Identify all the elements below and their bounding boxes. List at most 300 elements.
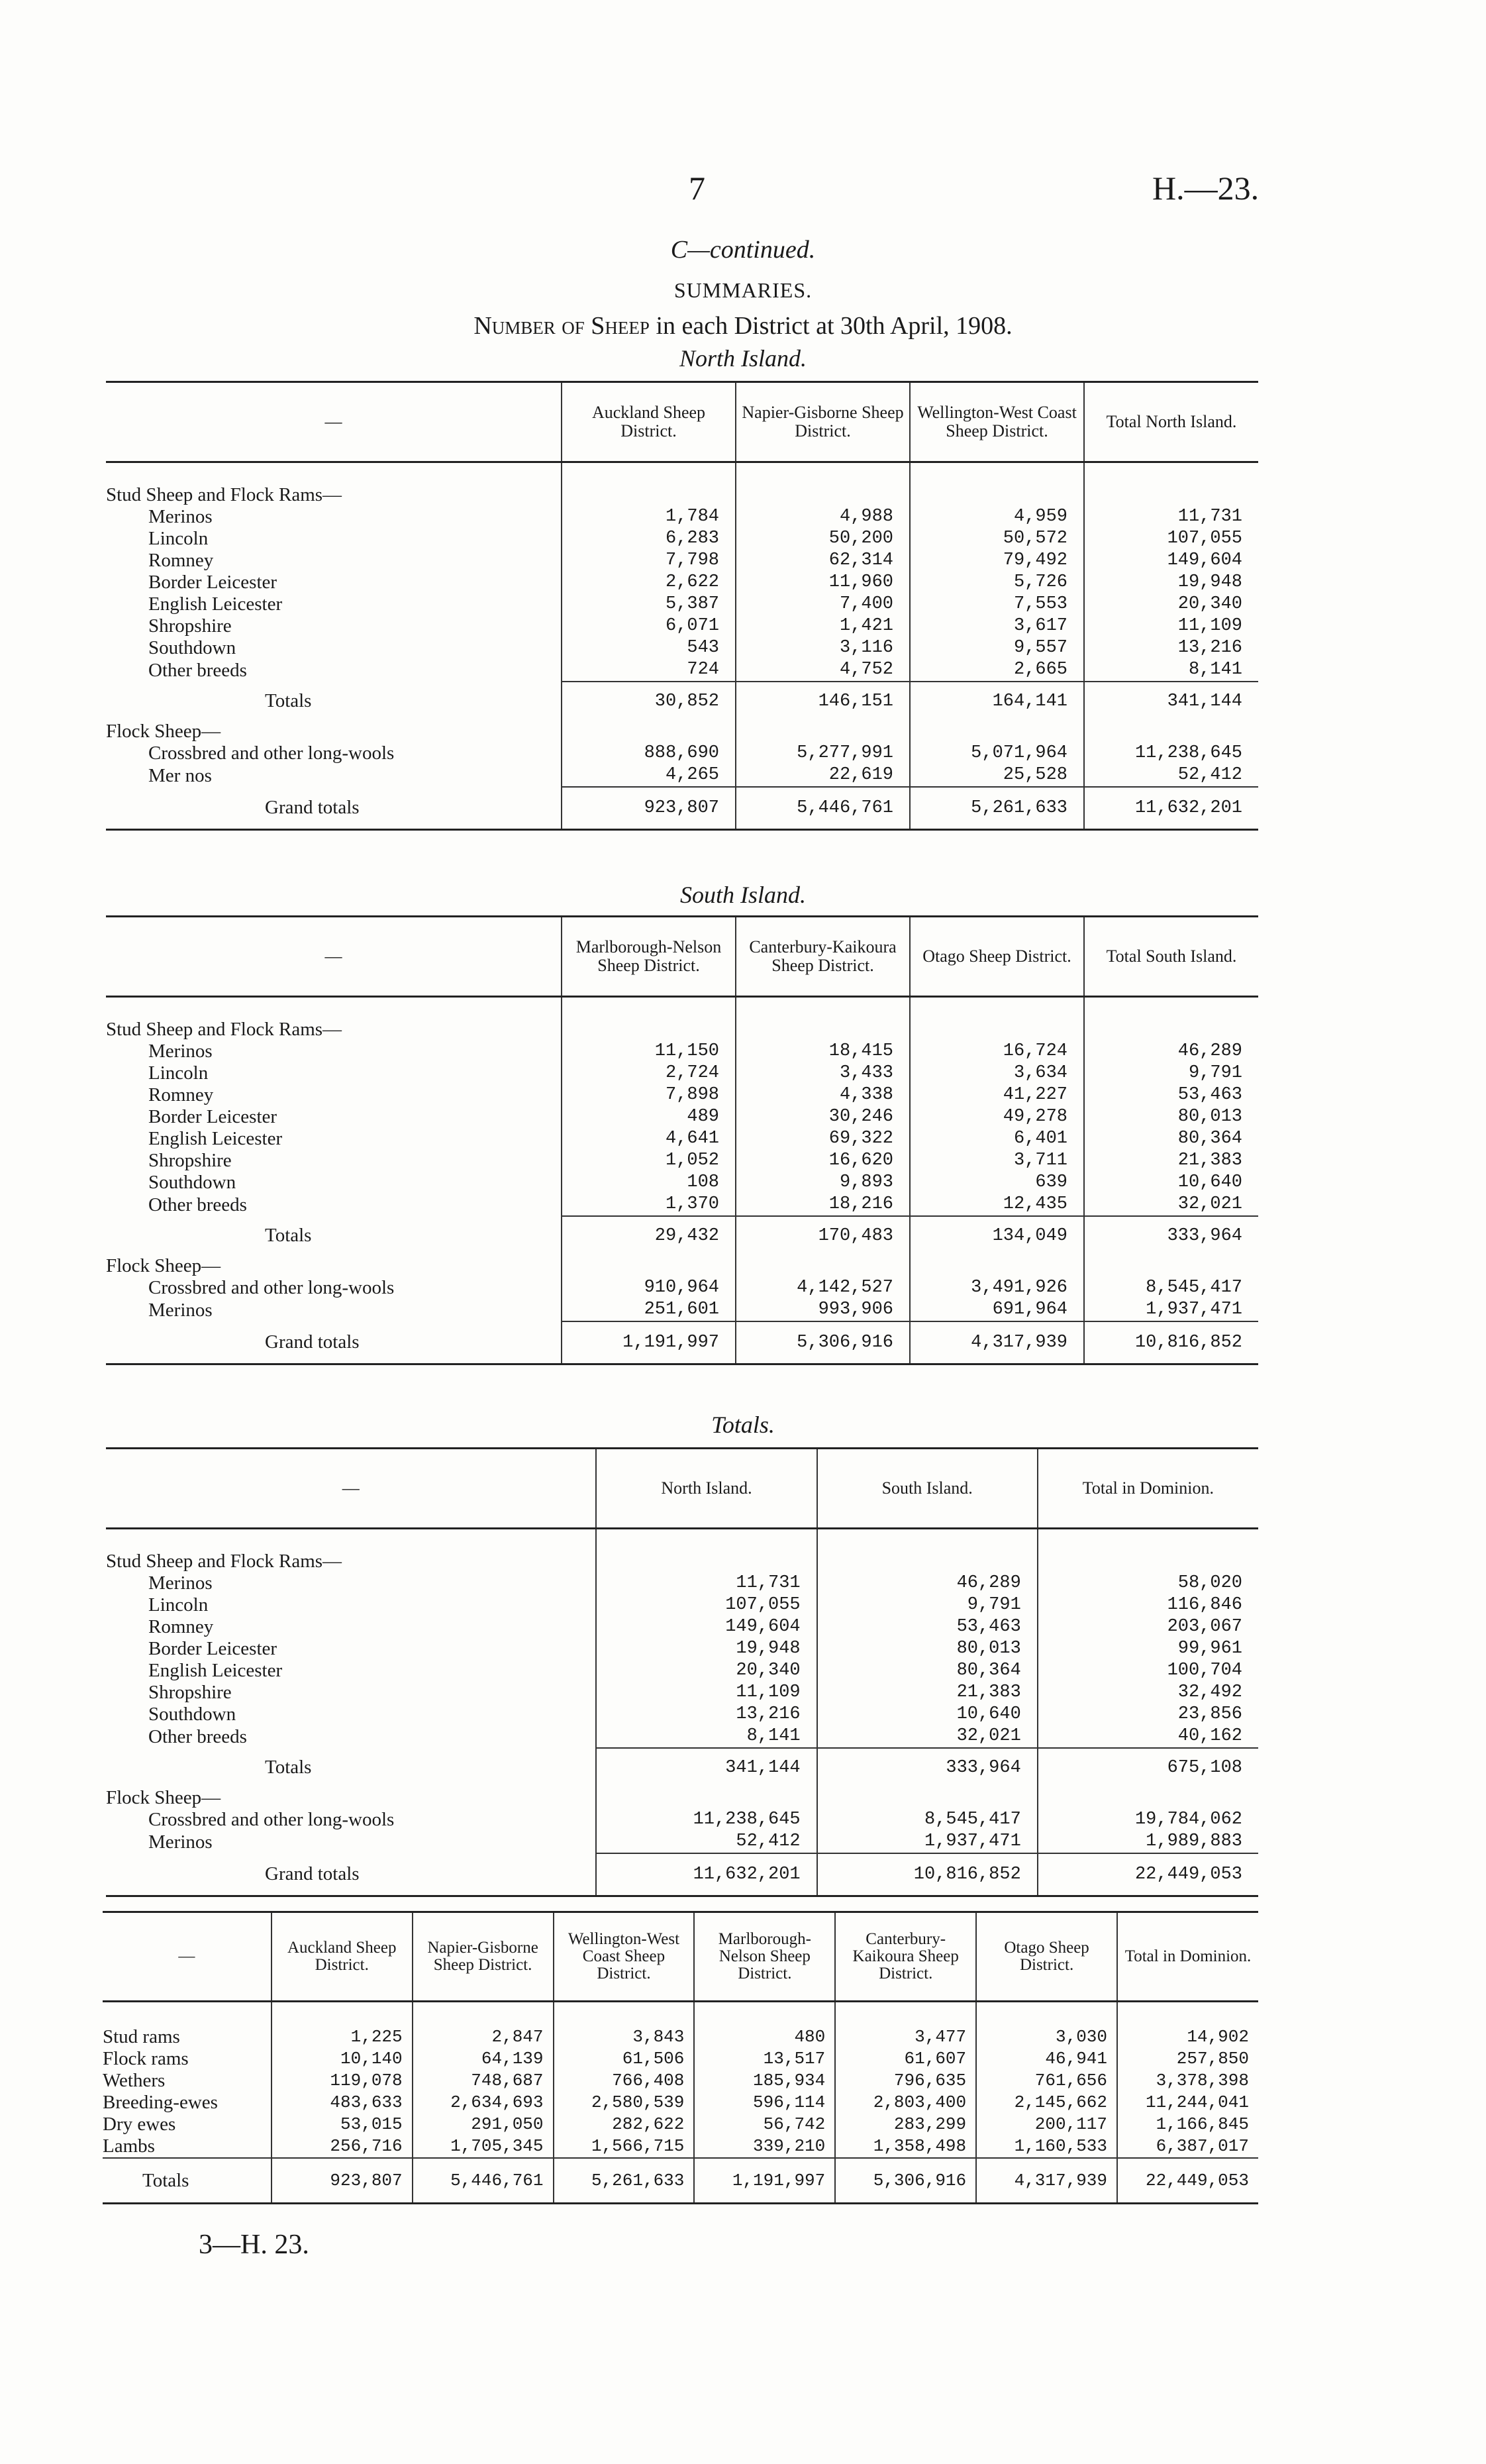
section-title-north: North Island. [679,345,807,372]
value-cell: 5,306,916 [835,2158,976,2204]
empty-cell [596,1551,817,1572]
spacer-cell [694,2002,835,2027]
empty-cell [1084,721,1258,743]
value-cell: 341,144 [1084,682,1258,721]
value-cell: 596,114 [694,2092,835,2114]
grand-totals-row [106,1321,1258,1364]
empty-cell [562,484,736,506]
value-cell: 10,640 [817,1704,1038,1725]
column-header: Canterbury-Kaikoura Sheep District. [736,917,910,997]
column-header: Napier-Gisborne Sheep District. [413,1912,554,2002]
row-label: Mer nos [148,764,212,786]
value-cell: 53,463 [817,1616,1038,1638]
table-row [106,1062,1258,1084]
value-cell: 9,893 [736,1172,910,1194]
value-cell: 6,401 [910,1128,1084,1150]
south-island-table [106,915,1258,1365]
table-row [106,1299,1258,1321]
value-cell: 5,277,991 [736,743,910,764]
value-cell: 489 [562,1106,736,1128]
value-cell: 5,261,633 [910,787,1084,830]
value-cell: 1,705,345 [413,2135,554,2158]
spacer-cell [413,2002,554,2027]
value-cell: 1,160,533 [976,2135,1117,2158]
value-cell: 5,726 [910,572,1084,593]
column-header: — [106,917,562,997]
value-cell: 639 [910,1172,1084,1194]
totals-table [106,1447,1258,1897]
row-label: Grand totals [106,1321,562,1364]
table-row [106,1572,1258,1594]
table-row [106,659,1258,682]
value-cell: 10,140 [272,2048,413,2070]
value-cell: 11,960 [736,572,910,593]
table-row [106,1809,1258,1831]
row-label: Lincoln [148,1594,209,1616]
section-title-south: South Island. [679,882,806,908]
row-label: English Leicester [148,1660,283,1681]
row-label: Dry ewes [103,2114,176,2135]
value-cell: 4,338 [736,1084,910,1106]
value-cell: 11,109 [596,1682,817,1704]
value-cell: 2,724 [562,1062,736,1084]
row-label: Shropshire [148,1150,232,1171]
row-label: Other breeds [148,659,247,681]
group-label: Flock Sheep— [106,721,221,742]
totals-row [106,1748,1258,1787]
value-cell: 107,055 [1084,528,1258,550]
value-cell: 1,191,997 [694,2158,835,2204]
row-label: Border Leicester [148,572,277,593]
row-label: Other breeds [148,1725,247,1747]
district-class-table [103,1911,1258,2204]
value-cell: 64,139 [413,2048,554,2070]
row-label: Crossbred and other long-wools [148,1277,395,1298]
table-row [106,550,1258,572]
value-cell: 5,387 [562,593,736,615]
group-header-row [106,1019,1258,1041]
value-cell: 2,847 [413,2026,554,2048]
value-cell: 2,145,662 [976,2092,1117,2114]
row-label: Wethers [103,2070,166,2091]
value-cell: 12,435 [910,1194,1084,1216]
empty-cell [736,1255,910,1277]
spacer-cell [106,462,562,485]
empty-cell [1038,1551,1258,1572]
spacer-cell [272,2002,413,2027]
value-cell: 1,052 [562,1150,736,1172]
row-label: Totals [265,1757,312,1778]
value-cell: 164,141 [910,682,1084,721]
value-cell: 32,021 [817,1725,1038,1748]
value-cell: 251,601 [562,1299,736,1321]
value-cell: 61,607 [835,2048,976,2070]
empty-cell [1084,1019,1258,1041]
value-cell: 910,964 [562,1277,736,1299]
value-cell: 53,015 [272,2114,413,2135]
column-header: Total South Island. [1084,917,1258,997]
spacer-row [106,462,1258,485]
value-cell: 46,289 [1084,1041,1258,1062]
value-cell: 99,961 [1038,1638,1258,1660]
group-label: Flock Sheep— [106,1255,221,1276]
value-cell: 8,545,417 [1084,1277,1258,1299]
column-header: — [106,382,562,462]
value-cell: 724 [562,659,736,682]
value-cell: 22,449,053 [1038,1853,1258,1896]
value-cell: 10,640 [1084,1172,1258,1194]
value-cell: 100,704 [1038,1660,1258,1682]
value-cell: 13,517 [694,2048,835,2070]
value-cell: 7,553 [910,593,1084,615]
row-label: Shropshire [148,615,232,637]
column-header: — [103,1912,272,2002]
header-row [106,917,1258,997]
row-label: Totals [265,1225,312,1246]
table-row [106,1682,1258,1704]
empty-cell [1084,1255,1258,1277]
value-cell: 11,731 [1084,506,1258,528]
value-cell: 19,948 [596,1638,817,1660]
value-cell: 8,545,417 [817,1809,1038,1831]
empty-cell [910,484,1084,506]
value-cell: 1,370 [562,1194,736,1216]
value-cell: 80,013 [817,1638,1038,1660]
spacer-cell [562,997,736,1019]
empty-cell [736,484,910,506]
table-row [103,2026,1258,2048]
value-cell: 52,412 [596,1831,817,1853]
value-cell: 107,055 [596,1594,817,1616]
value-cell: 1,784 [562,506,736,528]
value-cell: 3,030 [976,2026,1117,2048]
empty-cell [910,1255,1084,1277]
value-cell: 3,617 [910,615,1084,637]
spacer-row [106,1529,1258,1551]
empty-cell [736,1019,910,1041]
empty-cell [910,1019,1084,1041]
table-row [106,637,1258,659]
value-cell: 4,142,527 [736,1277,910,1299]
empty-cell [562,1019,736,1041]
row-label: Merinos [148,506,213,527]
value-cell: 11,244,041 [1117,2092,1258,2114]
value-cell: 2,622 [562,572,736,593]
value-cell: 58,020 [1038,1572,1258,1594]
value-cell: 543 [562,637,736,659]
column-header: Auckland Sheep District. [562,382,736,462]
value-cell: 11,632,201 [596,1853,817,1896]
value-cell: 483,633 [272,2092,413,2114]
value-cell: 80,364 [817,1660,1038,1682]
value-cell: 52,412 [1084,764,1258,787]
row-label: Breeding-ewes [103,2092,218,2113]
value-cell: 4,959 [910,506,1084,528]
table-row [106,1594,1258,1616]
value-cell: 30,852 [562,682,736,721]
column-header: Marlborough-Nelson Sheep District. [562,917,736,997]
value-cell: 21,383 [1084,1150,1258,1172]
row-label: Lincoln [148,1062,209,1084]
spacer-cell [817,1529,1038,1551]
value-cell: 49,278 [910,1106,1084,1128]
spacer-cell [910,997,1084,1019]
row-label: Grand totals [106,787,562,830]
value-cell: 50,572 [910,528,1084,550]
value-cell: 256,716 [272,2135,413,2158]
value-cell: 50,200 [736,528,910,550]
value-cell: 6,071 [562,615,736,637]
north-island-table [106,381,1258,831]
value-cell: 1,989,883 [1038,1831,1258,1853]
row-label: Flock rams [103,2048,189,2069]
value-cell: 9,791 [817,1594,1038,1616]
value-cell: 46,289 [817,1572,1038,1594]
table-row [106,1638,1258,1660]
empty-cell [1038,1787,1258,1809]
value-cell: 341,144 [596,1748,817,1787]
table-row [106,528,1258,550]
value-cell: 5,446,761 [413,2158,554,2204]
value-cell: 675,108 [1038,1748,1258,1787]
row-label: Romney [148,1616,214,1637]
value-cell: 46,941 [976,2048,1117,2070]
spacer-cell [596,1529,817,1551]
value-cell: 11,731 [596,1572,817,1594]
table-row [106,1194,1258,1216]
value-cell: 1,225 [272,2026,413,2048]
row-label: Stud rams [103,2026,180,2047]
value-cell: 888,690 [562,743,736,764]
value-cell: 11,150 [562,1041,736,1062]
value-cell: 80,364 [1084,1128,1258,1150]
row-label: Romney [148,1084,214,1105]
column-header: Total North Island. [1084,382,1258,462]
row-label: Lincoln [148,528,209,549]
row-label: Shropshire [148,1682,232,1703]
row-label: Crossbred and other long-wools [148,1809,395,1830]
row-label: Totals [265,690,312,711]
column-header: Otago Sheep District. [910,917,1084,997]
totals-row [103,2158,1258,2204]
table-row [106,1616,1258,1638]
row-label: Merinos [148,1041,213,1062]
value-cell: 3,433 [736,1062,910,1084]
value-cell: 2,634,693 [413,2092,554,2114]
value-cell: 7,400 [736,593,910,615]
table-row [103,2070,1258,2092]
column-header: Total in Dominion. [1117,1912,1258,2002]
row-label: Other breeds [148,1194,247,1215]
row-label: Border Leicester [148,1106,277,1127]
empty-cell [596,1787,817,1809]
value-cell: 2,580,539 [554,2092,695,2114]
value-cell: 4,265 [562,764,736,787]
value-cell: 40,162 [1038,1725,1258,1748]
value-cell: 16,620 [736,1150,910,1172]
value-cell: 2,803,400 [835,2092,976,2114]
continued-heading: C—continued. [670,236,816,264]
value-cell: 3,491,926 [910,1277,1084,1299]
column-header: Wellington-West Coast Sheep District. [554,1912,695,2002]
value-cell: 3,378,398 [1117,2070,1258,2092]
spacer-cell [562,462,736,485]
value-cell: 480 [694,2026,835,2048]
row-label: English Leicester [148,1128,283,1149]
header-row [106,1449,1258,1529]
header-row [106,382,1258,462]
table-row [106,1172,1258,1194]
value-cell: 7,798 [562,550,736,572]
value-cell: 32,492 [1038,1682,1258,1704]
value-cell: 20,340 [596,1660,817,1682]
table-row [103,2114,1258,2135]
value-cell: 203,067 [1038,1616,1258,1638]
column-header: Auckland Sheep District. [272,1912,413,2002]
spacer-cell [1117,2002,1258,2027]
value-cell: 257,850 [1117,2048,1258,2070]
row-label: Lambs [103,2135,155,2157]
value-cell: 11,238,645 [1084,743,1258,764]
value-cell: 79,492 [910,550,1084,572]
table-row [106,572,1258,593]
value-cell: 134,049 [910,1216,1084,1255]
table-row [106,506,1258,528]
table-row [106,1084,1258,1106]
value-cell: 1,421 [736,615,910,637]
value-cell: 146,151 [736,682,910,721]
value-cell: 5,306,916 [736,1321,910,1364]
table-row [106,743,1258,764]
value-cell: 11,109 [1084,615,1258,637]
column-header: Marlborough-Nelson Sheep District. [694,1912,835,2002]
group-header-row [106,1255,1258,1277]
group-label: Stud Sheep and Flock Rams— [106,1551,342,1572]
value-cell: 21,383 [817,1682,1038,1704]
section-title-totals: Totals. [711,1412,775,1438]
page-subtitle [0,311,1486,340]
row-label: English Leicester [148,593,283,615]
value-cell: 3,116 [736,637,910,659]
empty-cell [817,1787,1038,1809]
group-header-row [106,1551,1258,1572]
group-label: Stud Sheep and Flock Rams— [106,1019,342,1040]
value-cell: 8,141 [596,1725,817,1748]
spacer-row [103,2002,1258,2027]
table-row [106,1277,1258,1299]
subtitle-rest: in each District at 30th April, 1908. [649,312,1013,340]
value-cell: 22,449,053 [1117,2158,1258,2204]
value-cell: 4,641 [562,1128,736,1150]
empty-cell [562,721,736,743]
table-row [106,1150,1258,1172]
spacer-cell [976,2002,1117,2027]
value-cell: 53,463 [1084,1084,1258,1106]
empty-cell [817,1551,1038,1572]
grand-totals-row [106,787,1258,830]
value-cell: 3,843 [554,2026,695,2048]
spacer-cell [910,462,1084,485]
value-cell: 4,317,939 [976,2158,1117,2204]
table-row [106,1660,1258,1682]
column-header: Canterbury-Kaikoura Sheep District. [835,1912,976,2002]
value-cell: 200,117 [976,2114,1117,2135]
value-cell: 748,687 [413,2070,554,2092]
row-label: Southdown [148,1172,236,1193]
spacer-cell [835,2002,976,2027]
row-label: Merinos [148,1831,213,1853]
group-label: Flock Sheep— [106,1787,221,1808]
value-cell: 18,415 [736,1041,910,1062]
table-row [103,2048,1258,2070]
empty-cell [1084,484,1258,506]
value-cell: 16,724 [910,1041,1084,1062]
value-cell: 20,340 [1084,593,1258,615]
row-label: Merinos [148,1299,213,1321]
row-label: Merinos [148,1572,213,1594]
value-cell: 7,898 [562,1084,736,1106]
value-cell: 993,906 [736,1299,910,1321]
value-cell: 11,238,645 [596,1809,817,1831]
column-header: North Island. [596,1449,817,1529]
totals-row [106,1216,1258,1255]
group-header-row [106,721,1258,743]
value-cell: 5,071,964 [910,743,1084,764]
table-row [106,1831,1258,1853]
value-cell: 23,856 [1038,1704,1258,1725]
value-cell: 41,227 [910,1084,1084,1106]
totals-row [106,682,1258,721]
value-cell: 1,358,498 [835,2135,976,2158]
value-cell: 25,528 [910,764,1084,787]
header-row [103,1912,1258,2002]
value-cell: 3,477 [835,2026,976,2048]
value-cell: 4,988 [736,506,910,528]
group-header-row [106,484,1258,506]
row-label: Southdown [148,1704,236,1725]
table-row [106,1041,1258,1062]
spacer-cell [106,1529,596,1551]
value-cell: 62,314 [736,550,910,572]
table-row [106,615,1258,637]
value-cell: 4,752 [736,659,910,682]
value-cell: 923,807 [272,2158,413,2204]
table-row [103,2135,1258,2158]
value-cell: 333,964 [1084,1216,1258,1255]
value-cell: 766,408 [554,2070,695,2092]
value-cell: 19,948 [1084,572,1258,593]
table-row [106,1128,1258,1150]
column-header: — [106,1449,596,1529]
row-label: Romney [148,550,214,571]
empty-cell [736,721,910,743]
value-cell: 116,846 [1038,1594,1258,1616]
table-row [106,764,1258,787]
value-cell: 11,632,201 [1084,787,1258,830]
footer-signature: 3—H. 23. [199,2230,309,2260]
value-cell: 6,283 [562,528,736,550]
row-label: Southdown [148,637,236,658]
value-cell: 19,784,062 [1038,1809,1258,1831]
value-cell: 1,191,997 [562,1321,736,1364]
spacer-cell [106,997,562,1019]
value-cell: 691,964 [910,1299,1084,1321]
table-row [106,1704,1258,1725]
table-row [106,593,1258,615]
value-cell: 333,964 [817,1748,1038,1787]
value-cell: 5,446,761 [736,787,910,830]
value-cell: 3,711 [910,1150,1084,1172]
